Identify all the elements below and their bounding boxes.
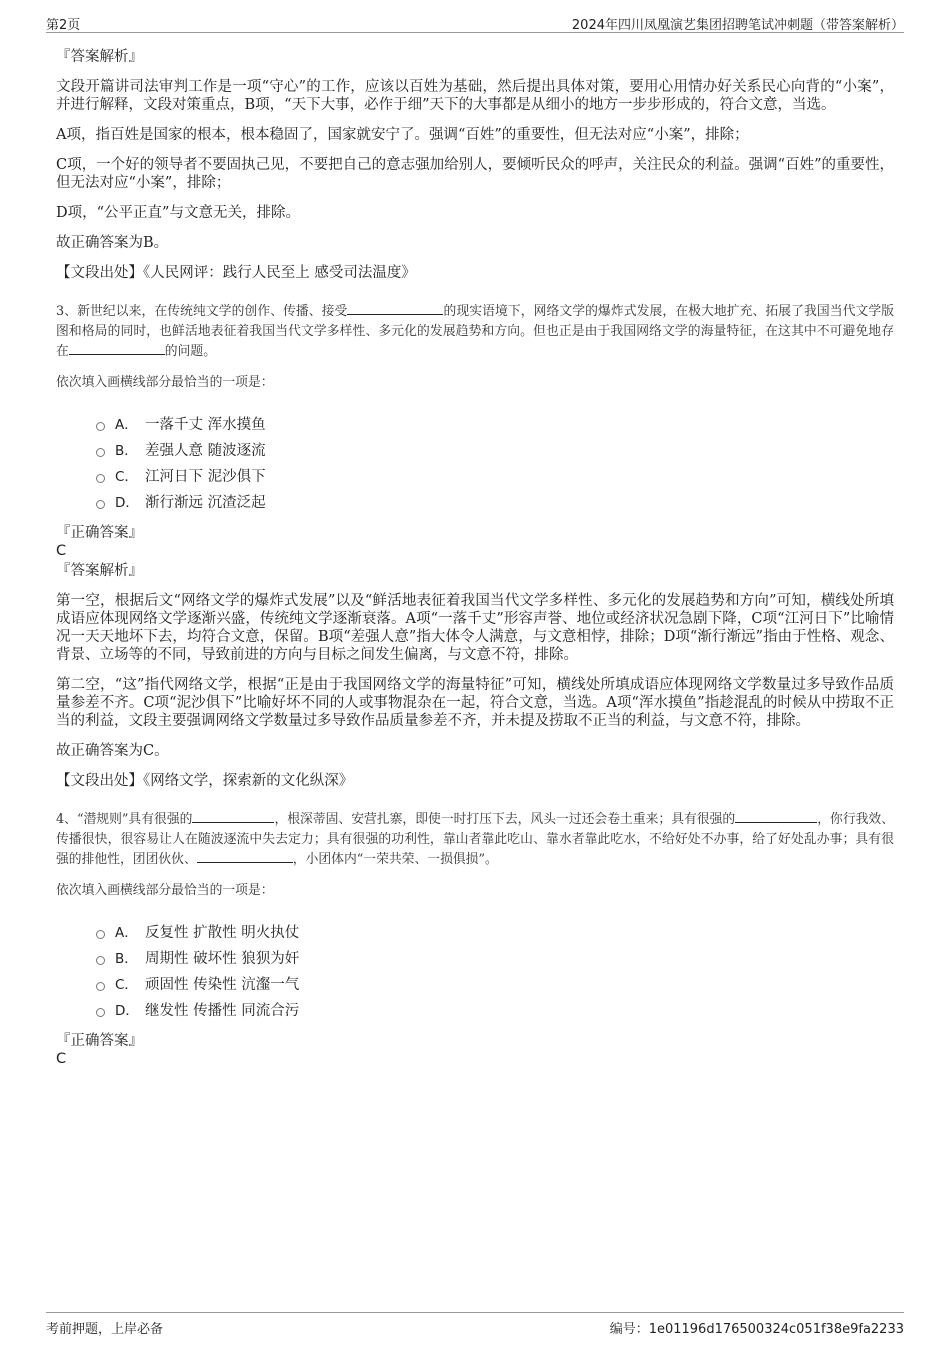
page-header <box>46 10 904 33</box>
q4-stem: 4、“潜规则”具有很强的 ，根深蒂固、安营扎寨，即使一时打压下去，风头一过还会卷土重来；具有很强的 ，你行我效、传播很快，很容易让人在随波逐流中失去定力；具有很强的功利性，靠山者靠此吃山、靠水者靠此吃水，不给好处不办事，给了好处乱办事；具有很强的排他性，团团伙伙、 ，小团体内“一荣共荣、一损俱损”。 <box>56 812 895 867</box>
radio-icon[interactable] <box>96 956 105 965</box>
q4-answer-label: 『正确答案』 <box>56 1033 143 1049</box>
q2-analysis-section <box>56 48 894 282</box>
q3-source: 【文段出处】《网络文学，探索新的文化纵深》 <box>56 773 354 789</box>
q4-option-c[interactable]: C． 顽固性 传染性 沆瀣一气 <box>96 972 894 998</box>
q4-option-a[interactable]: A． 反复性 扩散性 明火执仗 <box>96 920 894 946</box>
fill-blank <box>192 810 274 823</box>
q3-options <box>56 412 894 516</box>
q3-option-b[interactable]: B． 差强人意 随波逐流 <box>96 438 894 464</box>
q3-analysis-paragraph: 第一空，根据后文“网络文学的爆炸式发展”以及“鲜活地表征着我国当代文学多样性、多元化的发展趋势和方向”可知，横线处所填成语应体现网络文学逐渐兴盛，传统纯文学逐渐衰落。A项“一落千丈”形容声誉、地位或经济状况急剧下降，C项“江河日下”比喻情况一天天地坏下去，均符合文意，保留。B项“差强人意”指大体令人满意，与文意相悖，排除；D项“渐行渐远”指由于性格、观念、背景、立场等的不同，导致前进的方向与目标之间发生偏离，与文意不符，排除。 <box>56 593 894 663</box>
q2-analysis-paragraph: 文段开篇讲司法审判工作是一项“守心”的工作，应该以百姓为基础，然后提出具体对策，要用心用情办好关系民心向背的“小案”，并进行解释，文段对策重点，B项，“天下大事，必作于细”天下的大事都是从细小的地方一步步形成的，符合文意，当选。 <box>56 79 894 113</box>
radio-icon[interactable] <box>96 422 105 431</box>
q4-options <box>56 920 894 1024</box>
q3-analysis-paragraph: 故正确答案为C。 <box>56 743 169 759</box>
radio-icon[interactable] <box>96 474 105 483</box>
q3-instruction: 依次填入画横线部分最恰当的一项是： <box>56 375 274 390</box>
page-footer <box>46 1312 904 1337</box>
document-serial: 编号：1e01196d176500324c051f38e9fa2233 <box>609 1322 904 1337</box>
fill-blank <box>197 850 293 863</box>
page-number: 第2页 <box>46 18 81 33</box>
q2-analysis-paragraph: C项，一个好的领导者不要固执己见，不要把自己的意志强加给别人，要倾听民众的呼声，关注民众的利益。强调“百姓”的重要性，但无法对应“小案”，排除； <box>56 157 894 191</box>
radio-icon[interactable] <box>96 982 105 991</box>
q2-analysis-paragraph: A项，指百姓是国家的根本，根本稳固了，国家就安宁了。强调“百姓”的重要性，但无法对应“小案”，排除； <box>56 127 749 143</box>
radio-icon[interactable] <box>96 930 105 939</box>
q3-analysis-paragraph: 第二空，“这”指代网络文学，根据“正是由于我国网络文学的海量特征”可知，横线处所填成语应体现网络文学数量过多导致作品质量参差不齐。C项“泥沙俱下”比喻好坏不同的人或事物混杂在一起，符合文意，当选。A项“浑水摸鱼”指趁混乱的时候从中捞取不正当的利益，文段主要强调网络文学数量过多导致作品质量参差不齐，并未提及捞取不正当的利益，与文意不符，排除。 <box>56 677 894 729</box>
q4-option-d[interactable]: D． 继发性 传播性 同流合污 <box>96 998 894 1024</box>
radio-icon[interactable] <box>96 500 105 509</box>
q4-instruction: 依次填入画横线部分最恰当的一项是： <box>56 883 274 898</box>
q2-analysis-label: 『答案解析』 <box>56 49 143 65</box>
q3-stem: 3、新世纪以来，在传统纯文学的创作、传播、接受 的现实语境下，网络文学的爆炸式发展，在极大地扩充、拓展了我国当代文学版图和格局的同时，也鲜活地表征着我国当代文学多样性、多元化的发展趋势和方向。但也正是由于我国网络文学的海量特征，在这其中不可避免地存在 的问题。 <box>56 304 894 359</box>
q2-analysis-paragraph: 故正确答案为B。 <box>56 235 169 251</box>
question-3 <box>56 302 894 790</box>
q3-analysis-label: 『答案解析』 <box>56 563 143 579</box>
q3-answer: C <box>56 543 67 559</box>
q3-answer-label: 『正确答案』 <box>56 525 143 541</box>
q2-source: 【文段出处】《人民网评：践行人民至上 感受司法温度》 <box>56 265 416 281</box>
document-title: 2024年四川凤凰演艺集团招聘笔试冲刺题（带答案解析） <box>571 18 904 33</box>
fill-blank <box>735 810 817 823</box>
q3-option-c[interactable]: C． 江河日下 泥沙俱下 <box>96 464 894 490</box>
q3-option-a[interactable]: A． 一落千丈 浑水摸鱼 <box>96 412 894 438</box>
radio-icon[interactable] <box>96 1008 105 1017</box>
q4-option-b[interactable]: B． 周期性 破坏性 狼狈为奸 <box>96 946 894 972</box>
footer-slogan: 考前押题，上岸必备 <box>46 1322 164 1337</box>
question-4 <box>56 810 894 1068</box>
radio-icon[interactable] <box>96 448 105 457</box>
fill-blank <box>69 342 165 355</box>
q3-option-d[interactable]: D． 渐行渐远 沉渣泛起 <box>96 490 894 516</box>
q4-answer: C <box>56 1051 67 1067</box>
q2-analysis-paragraph: D项，“公平正直”与文意无关，排除。 <box>56 205 300 221</box>
fill-blank <box>347 302 443 315</box>
page-content <box>56 48 894 1070</box>
